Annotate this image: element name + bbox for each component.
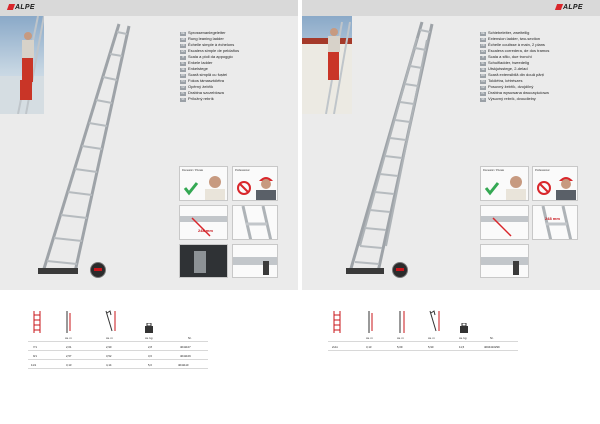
lang-name: Posuvný žebřík, dvojdílný bbox=[488, 84, 534, 89]
prohibited-icon bbox=[536, 180, 552, 196]
brand-logo-text: ALPE bbox=[563, 4, 583, 11]
col-unit: ca. m bbox=[397, 336, 404, 340]
foot-detail-thumb bbox=[179, 244, 228, 278]
col-unit: ca. m bbox=[366, 336, 373, 340]
right-ladder-illustration bbox=[340, 16, 436, 278]
cell-height: 2,90 bbox=[106, 345, 112, 349]
rungs-icon bbox=[333, 311, 341, 333]
cell-rungs: 2x11 bbox=[332, 345, 338, 349]
profile-detail-thumb bbox=[232, 205, 278, 240]
checkmark-icon bbox=[484, 180, 500, 196]
brand-logo bbox=[8, 4, 35, 11]
lang-name: Enkele ladder bbox=[188, 60, 213, 65]
flag-nl: NL bbox=[481, 62, 485, 65]
cell-weight: 3,6 bbox=[148, 354, 152, 358]
flag-pl: PL bbox=[481, 92, 485, 95]
flag-se: SE bbox=[481, 68, 485, 71]
lang-name: Extension ladder, two-section bbox=[488, 36, 541, 41]
table-divider bbox=[28, 368, 208, 369]
col-unit: ca. kg bbox=[459, 336, 467, 340]
lang-name: Enkelstege bbox=[188, 66, 208, 71]
cell-height: 4,14 bbox=[106, 363, 112, 367]
cell-height: 3,52 bbox=[106, 354, 112, 358]
left-header-bar bbox=[0, 0, 298, 16]
col-unit: Nr. bbox=[188, 336, 192, 340]
professional-use-thumb bbox=[532, 166, 578, 201]
table-divider bbox=[328, 350, 518, 351]
worker-portrait-icon bbox=[503, 173, 529, 201]
rungs-icon bbox=[33, 311, 41, 333]
col-unit: Nr. bbox=[490, 336, 494, 340]
thumb-label: Professional bbox=[235, 169, 250, 172]
lang-name: Príložný rebrík bbox=[188, 96, 214, 101]
cell-weight: 11,5 bbox=[459, 345, 465, 349]
lang-name: Schuifladder, tweedelig bbox=[488, 60, 530, 65]
flag-de: DE bbox=[181, 32, 185, 35]
flag-se: SE bbox=[181, 68, 185, 71]
flag-hu: HU bbox=[181, 80, 185, 83]
lang-name: Utskjutsstege, 2-delad bbox=[488, 66, 528, 71]
domestic-use-thumb bbox=[179, 166, 228, 201]
flag-fr: FR bbox=[481, 44, 485, 47]
thumb-label: Professional bbox=[535, 169, 550, 172]
lang-name: Opěrný žebřík bbox=[188, 84, 214, 89]
lang-name: Scala a sfilo, due tronchi bbox=[488, 54, 532, 59]
col-unit: ca. m bbox=[106, 336, 113, 340]
lang-name: Tolólétra, kétrészes bbox=[488, 78, 523, 83]
flag-ro: RO bbox=[481, 74, 485, 77]
flag-it: IT bbox=[181, 56, 185, 59]
left-ladder-illustration bbox=[36, 16, 132, 278]
hook-detail-thumb bbox=[232, 244, 278, 278]
right-language-list bbox=[480, 30, 549, 102]
flag-gb: GB bbox=[181, 38, 185, 41]
cell-length: 3,13 bbox=[366, 345, 372, 349]
flag-fr: FR bbox=[181, 44, 185, 47]
lang-name: Sprossenanlegeleiter bbox=[188, 30, 226, 35]
cell-article: 4041109 bbox=[180, 354, 191, 358]
cell-length: 2,57 bbox=[66, 354, 72, 358]
lang-name: Scară extensibilă din două părți bbox=[488, 72, 544, 77]
worker-portrait-icon bbox=[202, 173, 228, 201]
lang-name: Drabina wysuwana dwuczęściowa bbox=[488, 90, 549, 95]
table-divider bbox=[28, 359, 208, 360]
cell-article: 4004410299 bbox=[484, 345, 500, 349]
cell-length: 3,13 bbox=[66, 363, 72, 367]
measure-label: 248 mm bbox=[198, 228, 213, 233]
lang-name: Drabina szczeblowa bbox=[188, 90, 224, 95]
cell-article: 4041110 bbox=[178, 363, 189, 367]
table-divider bbox=[28, 341, 208, 342]
working-height-icon bbox=[428, 309, 442, 333]
weight-icon bbox=[145, 323, 153, 333]
cell-rungs: 9/1 bbox=[33, 354, 37, 358]
table-divider bbox=[328, 341, 518, 342]
flag-sk: SK bbox=[181, 98, 185, 101]
cell-article: 4041107 bbox=[180, 345, 191, 349]
lang-name: Échelle simple à échelons bbox=[188, 42, 235, 47]
lang-name: Výsuvný rebrík, dvoudielny bbox=[488, 96, 536, 101]
working-height-icon bbox=[104, 309, 118, 333]
hook-detail-thumb bbox=[480, 244, 529, 278]
weight-icon bbox=[460, 323, 468, 333]
quality-seal-icon bbox=[392, 262, 408, 278]
col-unit: ca. m bbox=[428, 336, 435, 340]
flag-es: ES bbox=[181, 50, 185, 53]
flag-cz: CZ bbox=[181, 86, 185, 89]
left-language-list bbox=[180, 30, 239, 102]
checkmark-icon bbox=[183, 180, 199, 196]
lang-row bbox=[180, 96, 239, 102]
cell-height: 5,90 bbox=[428, 345, 434, 349]
ladder-length-icon bbox=[66, 311, 72, 333]
worker-helmet-icon bbox=[253, 173, 278, 201]
flag-pl: PL bbox=[181, 92, 185, 95]
flag-ro: RO bbox=[181, 74, 185, 77]
cell-length: 2,01 bbox=[66, 345, 72, 349]
flag-es: ES bbox=[481, 50, 485, 53]
extended-length-icon bbox=[398, 311, 406, 333]
rung-detail-thumb bbox=[179, 205, 228, 240]
cell-rungs: 11/1 bbox=[31, 363, 37, 367]
prohibited-icon bbox=[236, 180, 252, 196]
lang-name: Échelle coulisse à main, 2 plans bbox=[488, 42, 545, 47]
lang-name: Schiebeleiter, zweiteilig bbox=[488, 30, 530, 35]
lang-name: Fokos támasztólétra bbox=[188, 78, 225, 83]
lang-name: Scala a pioli da appoggio bbox=[188, 54, 233, 59]
flag-cz: CZ bbox=[481, 86, 485, 89]
col-unit: ca. kg bbox=[145, 336, 153, 340]
domestic-use-thumb bbox=[480, 166, 529, 201]
measure-label: 248 mm bbox=[545, 216, 560, 221]
ladder-length-icon bbox=[368, 311, 374, 333]
col-unit: ca. m bbox=[65, 336, 72, 340]
cell-rungs: 7/1 bbox=[33, 345, 37, 349]
worker-helmet-icon bbox=[553, 173, 578, 201]
table-divider bbox=[28, 350, 208, 351]
lang-row bbox=[480, 96, 549, 102]
profile-detail-thumb bbox=[532, 205, 578, 240]
lang-name: Scară simplă cu fuștei bbox=[188, 72, 228, 77]
brand-logo bbox=[556, 4, 583, 11]
flag-it: IT bbox=[481, 56, 485, 59]
quality-seal-icon bbox=[90, 262, 106, 278]
flag-hu: HU bbox=[481, 80, 485, 83]
right-header-bar bbox=[302, 0, 600, 16]
lang-name: Escalera simple de peldaños bbox=[188, 48, 240, 53]
professional-use-thumb bbox=[232, 166, 278, 201]
rung-detail-thumb bbox=[480, 205, 529, 240]
brand-logo-text: ALPE bbox=[15, 4, 35, 11]
cell-extended: 5,09 bbox=[397, 345, 403, 349]
cell-weight: 2,8 bbox=[148, 345, 152, 349]
flag-gb: GB bbox=[481, 38, 485, 41]
cell-weight: 5,0 bbox=[148, 363, 152, 367]
thumb-label: Domestic / Private bbox=[182, 169, 204, 172]
flag-de: DE bbox=[481, 32, 485, 35]
flag-sk: SK bbox=[481, 98, 485, 101]
thumb-label: Domestic / Private bbox=[483, 169, 505, 172]
lang-name: Escalera corredera, de dos tramos bbox=[488, 48, 550, 53]
lang-name: Rung leaning ladder bbox=[188, 36, 224, 41]
flag-nl: NL bbox=[181, 62, 185, 65]
